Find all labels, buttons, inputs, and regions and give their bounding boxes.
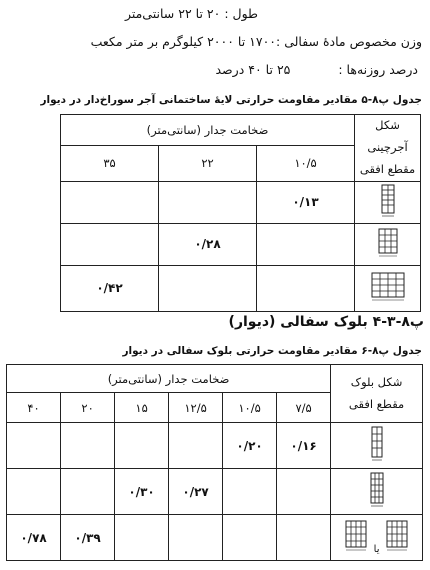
spec-void-value: ۲۵ تا ۴۰ درصد (215, 62, 291, 77)
table2-value: ۰/۳۰ (115, 469, 169, 515)
table2-shape-header (331, 365, 423, 423)
table2-value: ۰/۲۷ (169, 469, 223, 515)
table1-value (61, 223, 159, 265)
table1-value: ۰/۱۳ (257, 181, 355, 223)
thermal-resistance-table-clay-block (6, 364, 423, 561)
table1-value: ۰/۲۸ (159, 223, 257, 265)
table2-col-header: ۱۵ (115, 393, 169, 423)
table2-col-header: ۷/۵ (277, 393, 331, 423)
table2-value (169, 515, 223, 561)
table2-thickness-header: ضخامت جدار (سانتی‌متر) (7, 365, 331, 393)
spec-void-ratio (216, 62, 419, 77)
table1-thickness-header: ضخامت جدار (سانتی‌متر) (61, 115, 355, 146)
table2-value (277, 515, 331, 561)
table2-row-shape (331, 515, 423, 561)
table2-value (115, 423, 169, 469)
table1-shape-header-line1: شکل آجرچینی (367, 118, 408, 154)
thermal-resistance-table-perforated-brick (60, 114, 421, 312)
table1-value (61, 181, 159, 223)
table2-value: ۰/۳۹ (61, 515, 115, 561)
table1-value (257, 223, 355, 265)
table1-row-shape (355, 181, 421, 223)
table2-row-shape (331, 423, 423, 469)
table-row (61, 181, 421, 223)
clay-block-wide-icon (345, 520, 367, 552)
perforated-brick-large-icon (371, 272, 405, 302)
table2-shape-header-line2: مقطع افقی (348, 396, 405, 411)
table2-value: ۰/۲۰ (223, 423, 277, 469)
table2-col-header: ۴۰ (7, 393, 61, 423)
table2-col-header: ۱۲/۵ (169, 393, 223, 423)
table1-value (159, 181, 257, 223)
perforated-brick-medium-icon (378, 228, 398, 258)
spec-void-label: درصد روزنه‌ها : (338, 62, 418, 77)
table2-value (61, 469, 115, 515)
table1-col-header: ۲۲ (159, 145, 257, 181)
table1-shape-header (355, 115, 421, 182)
table-row (61, 223, 421, 265)
table2-value (7, 469, 61, 515)
table1-value (159, 265, 257, 311)
table2-value (223, 469, 277, 515)
table2-col-header: ۱۰/۵ (223, 393, 277, 423)
table1-caption: جدول پ۸-۵ مقادیر مقاومت حرارتی لایهٔ ساختمانی آجر سوراخ‌دار در دیوار (40, 94, 422, 106)
table-row (7, 469, 423, 515)
table2-row-shape (331, 469, 423, 515)
table1-row-shape (355, 223, 421, 265)
clay-block-wide-icon (386, 520, 408, 552)
table-row (7, 423, 423, 469)
table2-value (223, 515, 277, 561)
table1-row-shape (355, 265, 421, 311)
spec-density: وزن مخصوص مادهٔ سفالی :۱۷۰۰ تا ۲۰۰۰ کیلوگرم بر متر مکعب (90, 34, 422, 49)
table2-value (277, 469, 331, 515)
spec-length: طول : ۲۰ تا ۲۲ سانتی‌متر (124, 6, 258, 21)
table2-value (61, 423, 115, 469)
table2-value (7, 423, 61, 469)
table2-col-header: ۲۰ (61, 393, 115, 423)
table2-value: ۰/۷۸ (7, 515, 61, 561)
table2-value (115, 515, 169, 561)
table-row (61, 265, 421, 311)
table2-shape-header-line1: شکل بلوک (350, 374, 403, 389)
table1-col-header: ۳۵ (61, 145, 159, 181)
table2-value: ۰/۱۶ (277, 423, 331, 469)
table1-col-header: ۱۰/۵ (257, 145, 355, 181)
table-row (7, 515, 423, 561)
clay-block-double-icon (369, 472, 385, 508)
section-heading: پ۸-۳-۴ بلوک سفالی (دیوار) (228, 314, 424, 330)
table2-caption: جدول پ۸-۶ مقادیر مقاومت حرارتی بلوک سفالی در دیوار (122, 345, 422, 357)
perforated-brick-small-icon (381, 184, 395, 218)
clay-block-single-icon (370, 426, 384, 462)
table1-value: ۰/۴۲ (61, 265, 159, 311)
table2-value (169, 423, 223, 469)
table1-shape-header-line2: مقطع افقی (359, 161, 416, 176)
or-label: یا (373, 544, 380, 555)
table1-value (257, 265, 355, 311)
